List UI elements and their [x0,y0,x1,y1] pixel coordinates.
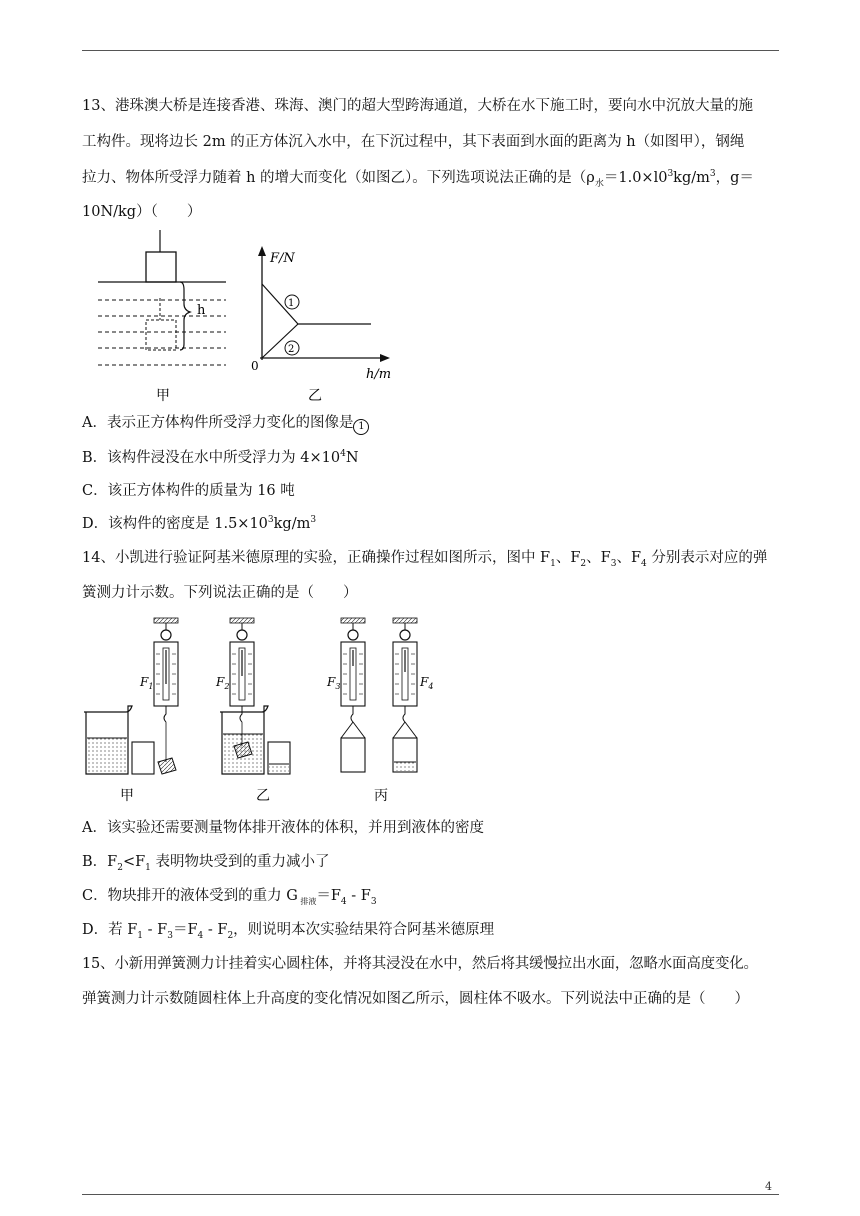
q14-option-d[interactable]: D．若 $F_1 - F_3=F_4 - F_2$，则说明本次实验结果符合阿基米德原理 [82,922,495,941]
q13-figure-yi [246,246,396,408]
q14-bing-label: 丙 [374,788,388,804]
q13-text-line4: 10N/kg）（ ） [82,204,202,220]
footer-rule [82,1194,779,1195]
spring-scale-f3 [341,618,365,772]
q14-option-a[interactable]: A．该实验还需要测量物体排开液体的体积，并用到液体的密度 [82,820,484,836]
label-f3: $F_3$ [327,675,341,691]
q13-text-line1: 13、港珠澳大桥是连接香港、珠海、澳门的超大型跨海通道，大桥在水下施工时，要向水中沉放大量的施 [82,98,753,114]
q13-text-line2: 工构件。现将边长 2m 的正方体沉入水中，在下沉过程中，其下表面到水面的距离为 h（如图甲），钢绳 [82,134,745,150]
spring-scale-f4 [393,618,417,772]
q13-origin-label: 0 [251,359,259,373]
q13-option-b[interactable]: B．该构件浸没在水中所受浮力为 $4\times 10^4N$ [82,449,359,466]
q13-curve1-label: 1 [288,298,295,309]
q13-yi-label: 乙 [308,388,322,404]
q15-text-line1: 15、小新用弹簧测力计挂着实心圆柱体，并将其浸没在水中，然后将其缓慢拉出水面，忽略水面高度变化。 [82,956,758,972]
q13-figure-jia [96,228,236,408]
q13-curve2-label: 2 [288,344,295,355]
beaker-jia [84,706,154,774]
q14-option-b[interactable]: B．$F_2<F_1$ 表明物块受到的重力减小了 [82,854,330,873]
q14-yi-label: 乙 [256,788,270,804]
q13-curve-1 [262,284,371,324]
q13-h-label: h [197,303,206,318]
q13-option-a[interactable]: A．表示正方体构件所受浮力变化的图像是 1 [82,413,782,435]
q13-jia-label: 甲 [156,388,170,404]
q13-option-d[interactable]: D．该构件的密度是 $1.5\times 10^3kg/m^3$ [82,515,317,532]
q13-axis-x-label: h/m [366,367,392,382]
q14-option-c[interactable]: C．物块排开的液体受到的重力 G $_{排液}=F_4 - F_3$ [82,888,377,907]
label-f2: $F_2$ [216,675,230,691]
spring-scale-f2 [230,618,254,746]
q14-text-line1: 14、小凯进行验证阿基米德原理的实验，正确操作过程如图所示，图中 $F_1$、$F_2$、$F_3$、$F_4$ 分别表示对应的弹 [82,550,768,569]
spring-scale-f1 [154,618,178,774]
label-f1: $F_1$ [140,675,154,691]
q13-axis-y-label: F/N [270,251,295,266]
page-number: 4 [765,1180,772,1193]
beaker-yi [220,706,290,774]
header-rule [82,50,779,51]
q14-jia-label: 甲 [120,788,134,804]
label-f4: $F_4$ [420,675,434,691]
q14-figure [80,614,460,810]
q15-text-line2: 弹簧测力计示数随圆柱体上升高度的变化情况如图乙所示，圆柱体不吸水。下列说法中正确的是（ ） [82,991,749,1007]
q13-text-line3: 拉力、物体所受浮力随着 h 的增大而变化（如图乙）。下列选项说法正确的是（$\rho_水=1.0\times l0^3kg/m^3$，g＝ [82,169,754,189]
q13-option-c[interactable]: C．该正方体构件的质量为 16 吨 [82,483,295,499]
q14-text-line2: 簧测力计示数。下列说法正确的是（ ） [82,585,358,601]
